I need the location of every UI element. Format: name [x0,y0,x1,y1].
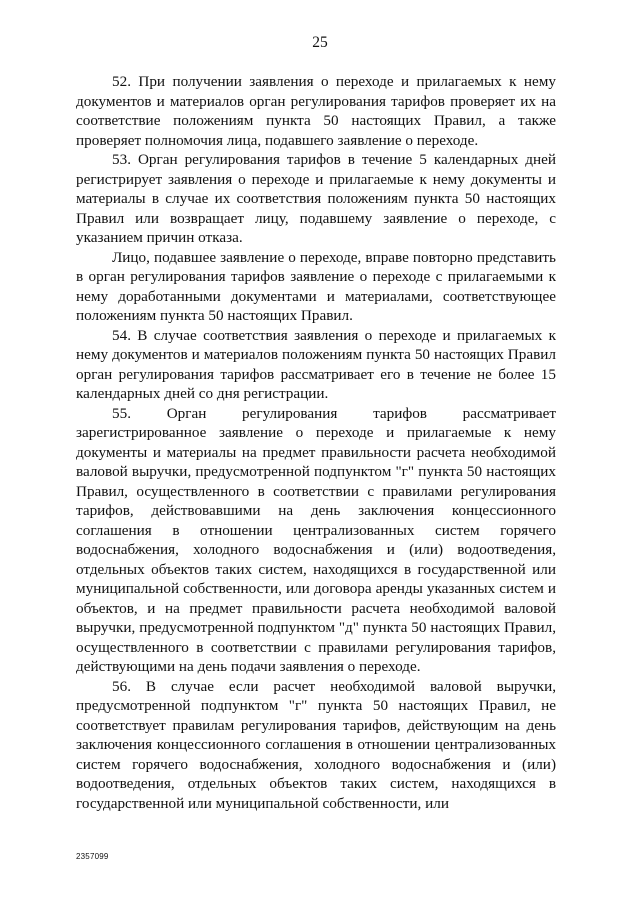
document-id: 2357099 [76,852,109,861]
paragraph-53-continuation: Лицо, подавшее заявление о переходе, вправе повторно представить в орган регулирования тарифов заявление о переходе с прилагаемыми к нему доработанными документами и материалами, соответствующее положениям пункта 50 настоящих Правил. [76,248,556,324]
paragraph-52: 52. При получении заявления о переходе и прилагаемых к нему документов и материалов орган регулирования тарифов проверяет их на соответствие положениям пункта 50 настоящих Правил, а также проверяет полномочия лица, подавшего заявление о переходе. [76,73,556,149]
paragraph-53: 53. Орган регулирования тарифов в течение 5 календарных дней регистрирует заявления о переходе и прилагаемые к нему документы и материалы в случае их соответствия положениям пункта 50 настоящих Правил или возвращает лицу, подавшему заявление о переходе, с указанием причин отказа. [76,151,556,246]
document-body [76,72,556,813]
paragraph-54: 54. В случае соответствия заявления о переходе и прилагаемых к нему документов и материалов положениям пункта 50 настоящих Правил орган регулирования тарифов рассматривает его в течение не более 15 календарных дней со дня регистрации. [76,326,556,402]
paragraph-55: 55. Орган регулирования тарифов рассматривает зарегистрированное заявление о переходе и прилагаемые к нему документы и материалы на предмет правильности расчета необходимой валовой выручки, предусмотренной подпунктом "г" пункта 50 настоящих Правил, осуществленного в соответствии с правилами регулирования тарифов, действовавшими на день заключения концессионного соглашения в отношении централизованных систем горячего водоснабжения, холодного водоснабжения и (или) водоотведения, отдельных объектов таких систем, находящихся в государственной или муниципальной собственности, или договора аренды указанных систем и объектов, и на предмет правильности расчета необходимой валовой выручки, предусмотренной подпунктом "д" пункта 50 настоящих Правил, осуществленного в соответствии с правилами регулирования тарифов, действующими на день подачи заявления о переходе. [76,404,556,675]
page-number: 25 [312,34,328,51]
paragraph-56: 56. В случае если расчет необходимой валовой выручки, предусмотренной подпунктом "г" пункта 50 настоящих Правил, не соответствует правилам регулирования тарифов, действующим на день заключения концессионного соглашения в отношении централизованных систем горячего водоснабжения, холодного водоснабжения и (или) водоотведения, отдельных объектов таких систем, находящихся в государственной или муниципальной собственности, или [76,677,556,812]
